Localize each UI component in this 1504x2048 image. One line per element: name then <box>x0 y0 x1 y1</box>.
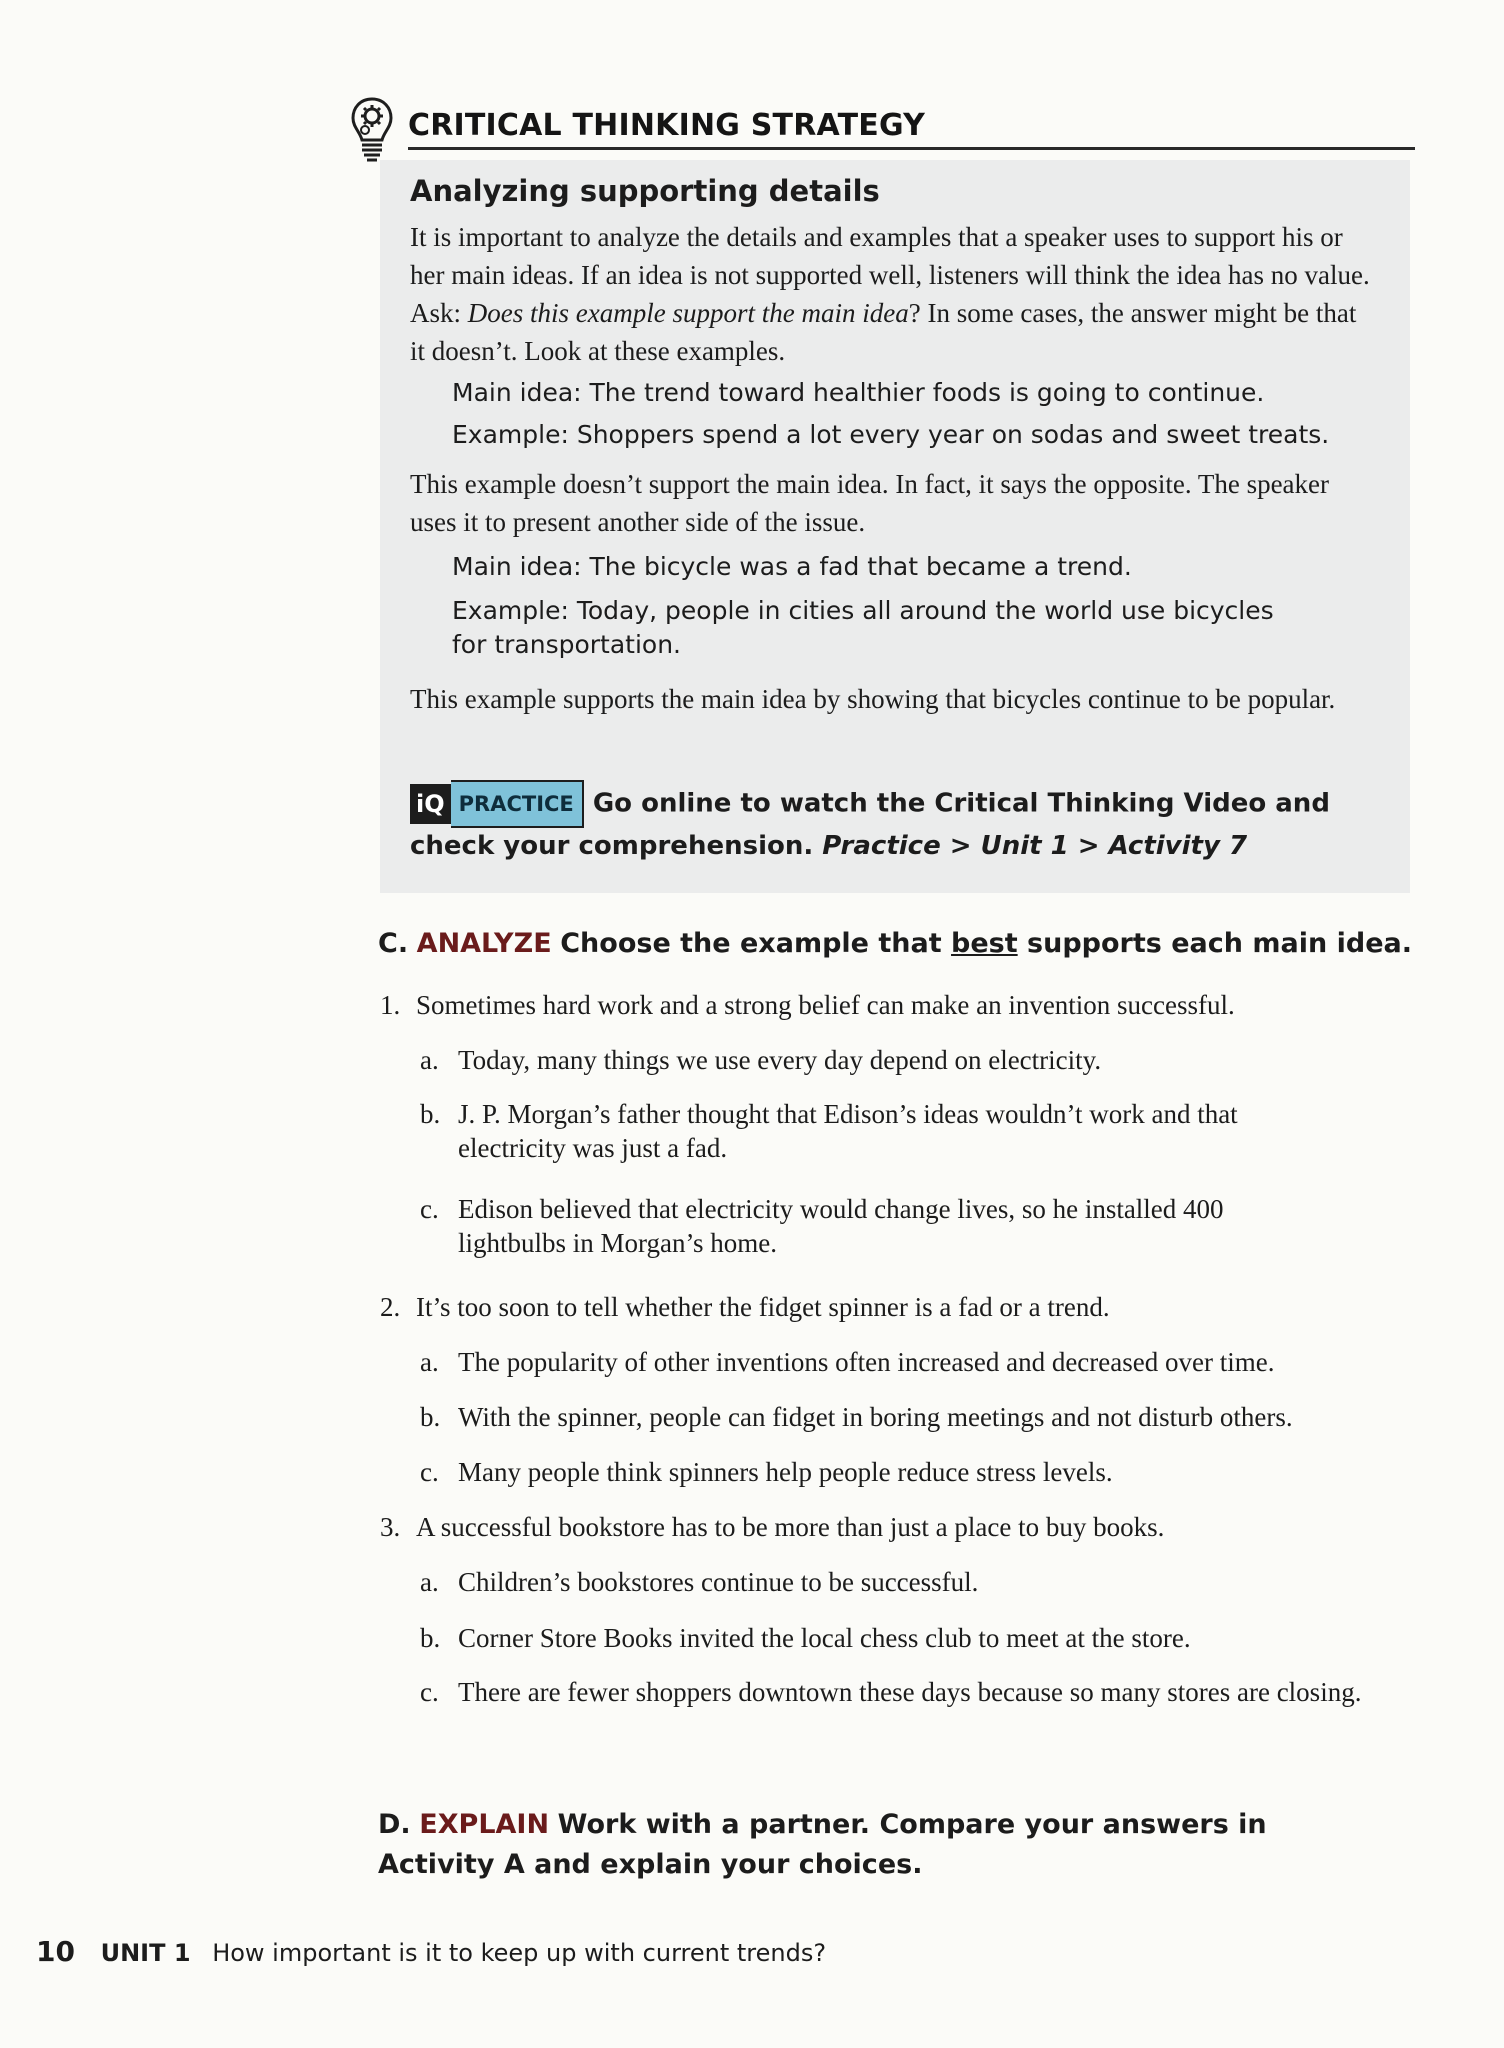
activity-d-letter: D. <box>378 1809 411 1840</box>
question-number: 2. <box>380 1292 401 1322</box>
option-letter: b. <box>420 1402 441 1432</box>
header-rule <box>408 147 1415 150</box>
footer-unit: UNIT 1 <box>100 1939 191 1967</box>
option-text: Edison believed that electricity would change lives, so he installed 400 lightbulbs in Morgan’s home. <box>458 1194 1224 1258</box>
strategy-box <box>380 160 1410 893</box>
activity-d-instruction: Work with a partner. Compare your answers in Activity A and explain your choices. <box>378 1809 1267 1880</box>
option-text: Many people think spinners help people reduce stress levels. <box>458 1457 1113 1487</box>
instr-underlined: best <box>951 928 1018 959</box>
example-1-example: Example: Shoppers spend a lot every year on sodas and sweet treats. <box>452 420 1330 449</box>
option-text: Corner Store Books invited the local chess club to meet at the store. <box>458 1623 1191 1653</box>
lightbulb-gear-icon <box>350 96 394 168</box>
iq-practice-line <box>410 780 1370 864</box>
option-text: Today, many things we use every day depend on electricity. <box>458 1045 1102 1075</box>
page-number: 10 <box>36 1935 75 1968</box>
option-text: The popularity of other inventions often increased and decreased over time. <box>458 1347 1275 1377</box>
question-number: 1. <box>380 990 401 1020</box>
activity-d-keyword: EXPLAIN <box>419 1809 550 1840</box>
page-footer <box>36 1935 826 1968</box>
strategy-intro <box>410 218 1370 370</box>
iq-practice-text: Go online to watch the Critical Thinking Video and check your comprehension. <box>410 788 1330 861</box>
iq-practice-badge[interactable] <box>410 780 584 828</box>
option-letter: c. <box>420 1677 439 1707</box>
option-letter: a. <box>420 1567 439 1597</box>
example-2-example: Example: Today, people in cities all around the world use bicycles for transportation. <box>452 596 1274 659</box>
strategy-subtitle: Analyzing supporting details <box>410 174 880 208</box>
option-text: There are fewer shoppers downtown these days because so many stores are closing. <box>458 1677 1362 1707</box>
intro-text-2: ? In some cases, the answer might be that it doesn’t. Look at these examples. <box>410 298 1357 366</box>
activity-c-keyword: ANALYZE <box>416 928 552 959</box>
intro-text-1: It is important to analyze the details and examples that a speaker uses to support his or her main ideas. If an idea is not supported well, listeners will think the idea has no value. Ask: <box>410 222 1370 328</box>
example-1-main: Main idea: The trend toward healthier foods is going to continue. <box>452 378 1265 407</box>
option-letter: c. <box>420 1457 439 1487</box>
activity-c-letter: C. <box>378 928 409 959</box>
activity-c-instruction <box>560 928 1412 959</box>
option-letter: c. <box>420 1194 439 1224</box>
instr-part-1: Choose the example that <box>560 928 952 959</box>
question-text: Sometimes hard work and a strong belief can make an invention successful. <box>416 990 1235 1020</box>
example-1-comment: This example doesn’t support the main idea. In fact, it says the opposite. The speaker uses it to present another side of the issue. <box>410 469 1330 537</box>
example-2-comment: This example supports the main idea by showing that bicycles continue to be popular. <box>410 684 1336 714</box>
option-letter: a. <box>420 1045 439 1075</box>
question-text: A successful bookstore has to be more than just a place to buy books. <box>416 1512 1165 1542</box>
example-2-main: Main idea: The bicycle was a fad that became a trend. <box>452 552 1132 581</box>
option-letter: a. <box>420 1347 439 1377</box>
strategy-title: CRITICAL THINKING STRATEGY <box>408 108 926 143</box>
question-number: 3. <box>380 1512 401 1542</box>
question-text: It’s too soon to tell whether the fidget spinner is a fad or a trend. <box>416 1292 1110 1322</box>
option-text: Children’s bookstores continue to be successful. <box>458 1567 979 1597</box>
option-text: J. P. Morgan’s father thought that Edison’s ideas wouldn’t work and that electricity was just a fad. <box>458 1099 1238 1163</box>
activity-c-heading <box>378 928 1412 959</box>
iq-practice-path[interactable]: Practice > Unit 1 > Activity 7 <box>822 831 1248 861</box>
activity-d <box>378 1805 1378 1885</box>
footer-unit-question: How important is it to keep up with current trends? <box>212 1939 827 1967</box>
option-letter: b. <box>420 1099 441 1129</box>
intro-question: Does this example support the main idea <box>467 298 909 328</box>
instr-part-2: supports each main idea. <box>1017 928 1413 959</box>
option-text: With the spinner, people can fidget in boring meetings and not disturb others. <box>458 1402 1293 1432</box>
iq-logo: iQ <box>410 784 451 824</box>
iq-practice-label: PRACTICE <box>451 780 584 828</box>
strategy-header <box>350 96 1415 156</box>
option-letter: b. <box>420 1623 441 1653</box>
